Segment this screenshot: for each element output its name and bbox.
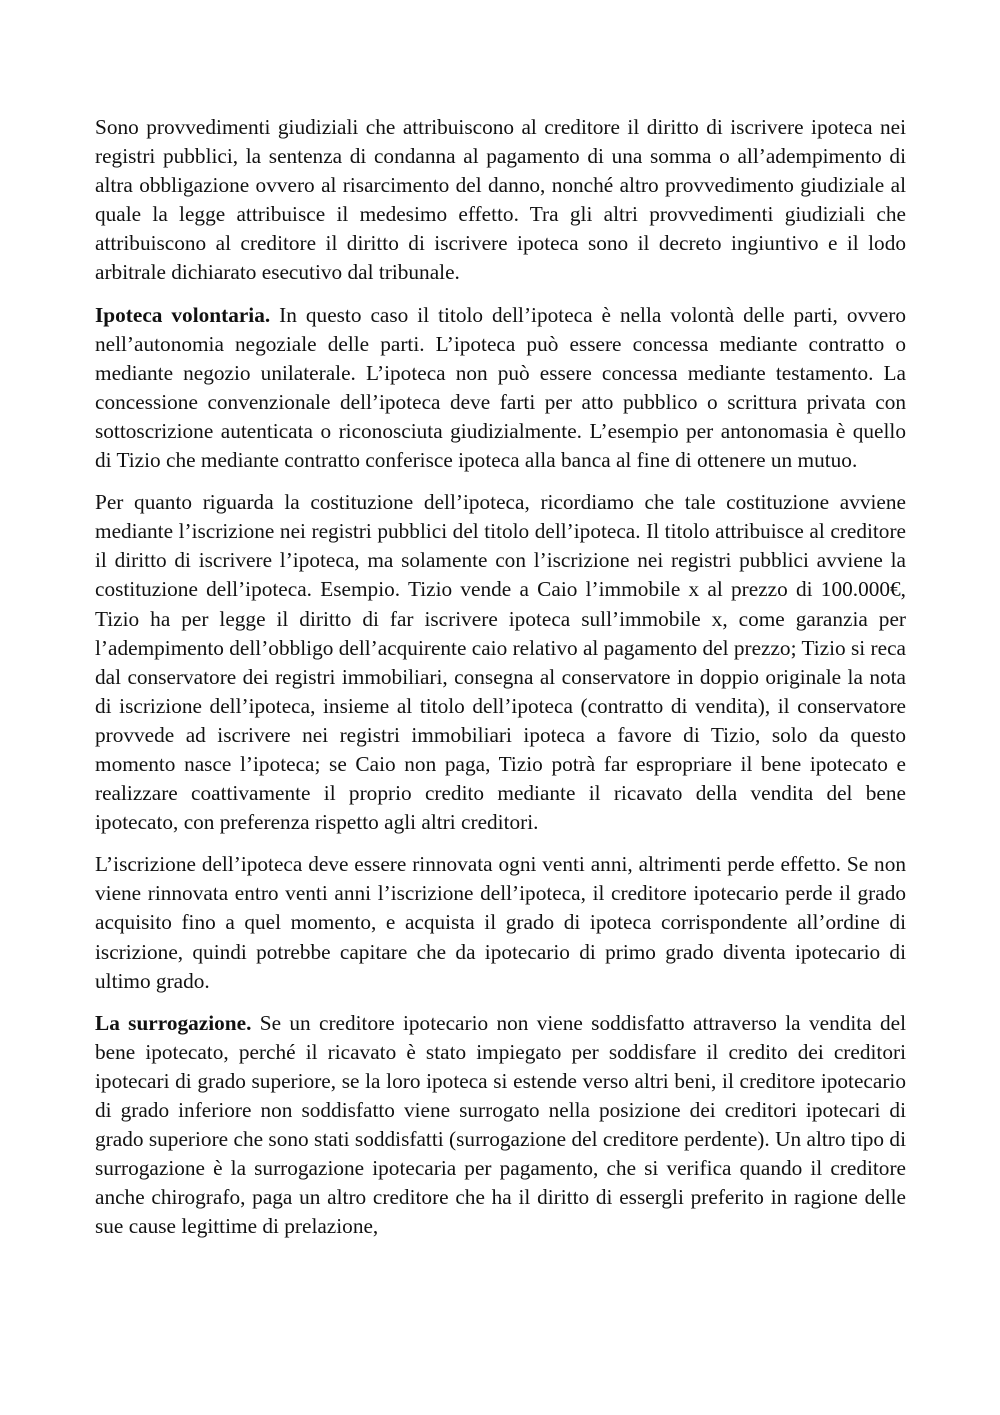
paragraph-text: L’iscrizione dell’ipoteca deve essere rinnovata ogni venti anni, altrimenti perde effetto. Se non viene rinnovata entro venti anni l’iscrizione dell’ipoteca, il creditore ipotecario perde il grado acquisito fino a quel momento, e acquista il grado di ipoteca corrispondente all’ordine di iscrizione, quindi potrebbe capitare che da ipotecario di primo grado diventa ipotecario di ultimo grado.	[95, 852, 906, 993]
paragraph-ipoteca-volontaria	[95, 301, 906, 476]
document-page	[95, 113, 906, 1254]
paragraph-provvedimenti-giudiziali	[95, 113, 906, 288]
paragraph-surrogazione	[95, 1009, 906, 1242]
paragraph-heading: La surrogazione.	[95, 1010, 252, 1035]
paragraph-heading: Ipoteca volontaria.	[95, 302, 271, 327]
paragraph-rinnovazione-iscrizione	[95, 850, 906, 995]
paragraph-text: Se un creditore ipotecario non viene soddisfatto attraverso la vendita del bene ipotecato, perché il ricavato è stato impiegato per soddisfare il credito dei creditori ipotecari di grado superiore, se la loro ipoteca si estende verso altri beni, il creditore ipotecario di grado inferiore non soddisfatto viene surrogato nella posizione dei creditori ipotecari di grado superiore che sono stati soddisfatti (surrogazione del creditore perdente). Un altro tipo di surrogazione è la surrogazione ipotecaria per pagamento, che si verifica quando il creditore anche chirografo, paga un altro creditore che ha il diritto di essergli preferito in ragione delle sue cause legittime di prelazione,	[95, 1010, 906, 1239]
paragraph-costituzione-ipoteca	[95, 488, 906, 837]
paragraph-text: Per quanto riguarda la costituzione dell’ipoteca, ricordiamo che tale costituzione avviene mediante l’iscrizione nei registri pubblici del titolo dell’ipoteca. Il titolo attribuisce al creditore il diritto di iscrivere l’ipoteca, ma solamente con l’iscrizione nei registri pubblici avviene la costituzione dell’ipoteca. Esempio. Tizio vende a Caio l’immobile x al prezzo di 100.000€, Tizio ha per legge il diritto di far iscrivere ipoteca sull’immobile x, come garanzia per l’adempimento dell’obbligo dell’acquirente caio relativo al pagamento del prezzo; Tizio si reca dal conservatore dei registri immobiliari, consegna al conservatore in doppio originale la nota di iscrizione dell’ipoteca, insieme al titolo dell’ipoteca (contratto di vendita), il conservatore provvede ad iscrivere nei registri immobiliari ipoteca a favore di Tizio, solo da questo momento nasce l’ipoteca; se Caio non paga, Tizio potrà far espropriare il bene ipotecato e realizzare coattivamente il proprio credito mediante il ricavato della vendita del bene ipotecato, con preferenza rispetto agli altri creditori.	[95, 490, 906, 835]
paragraph-text: Sono provvedimenti giudiziali che attribuiscono al creditore il diritto di iscrivere ipoteca nei registri pubblici, la sentenza di condanna al pagamento di una somma o all’adempimento di altra obbligazione ovvero al risarcimento del danno, nonché altro provvedimento giudiziale al quale la legge attribuisce il medesimo effetto. Tra gli altri provvedimenti giudiziali che attribuiscono al creditore il diritto di iscrivere ipoteca sono il decreto ingiuntivo e il lodo arbitrale dichiarato esecutivo dal tribunale.	[95, 115, 906, 285]
paragraph-text: In questo caso il titolo dell’ipoteca è nella volontà delle parti, ovvero nell’autonomia negoziale delle parti. L’ipoteca può essere concessa mediante contratto o mediante negozio unilaterale. L’ipoteca non può essere concessa mediante testamento. La concessione convenzionale dell’ipoteca deve farti per atto pubblico o scrittura privata con sottoscrizione autenticata o riconosciuta giudizialmente. L’esempio per antonomasia è quello di Tizio che mediante contratto conferisce ipoteca alla banca al fine di ottenere un mutuo.	[95, 302, 906, 473]
